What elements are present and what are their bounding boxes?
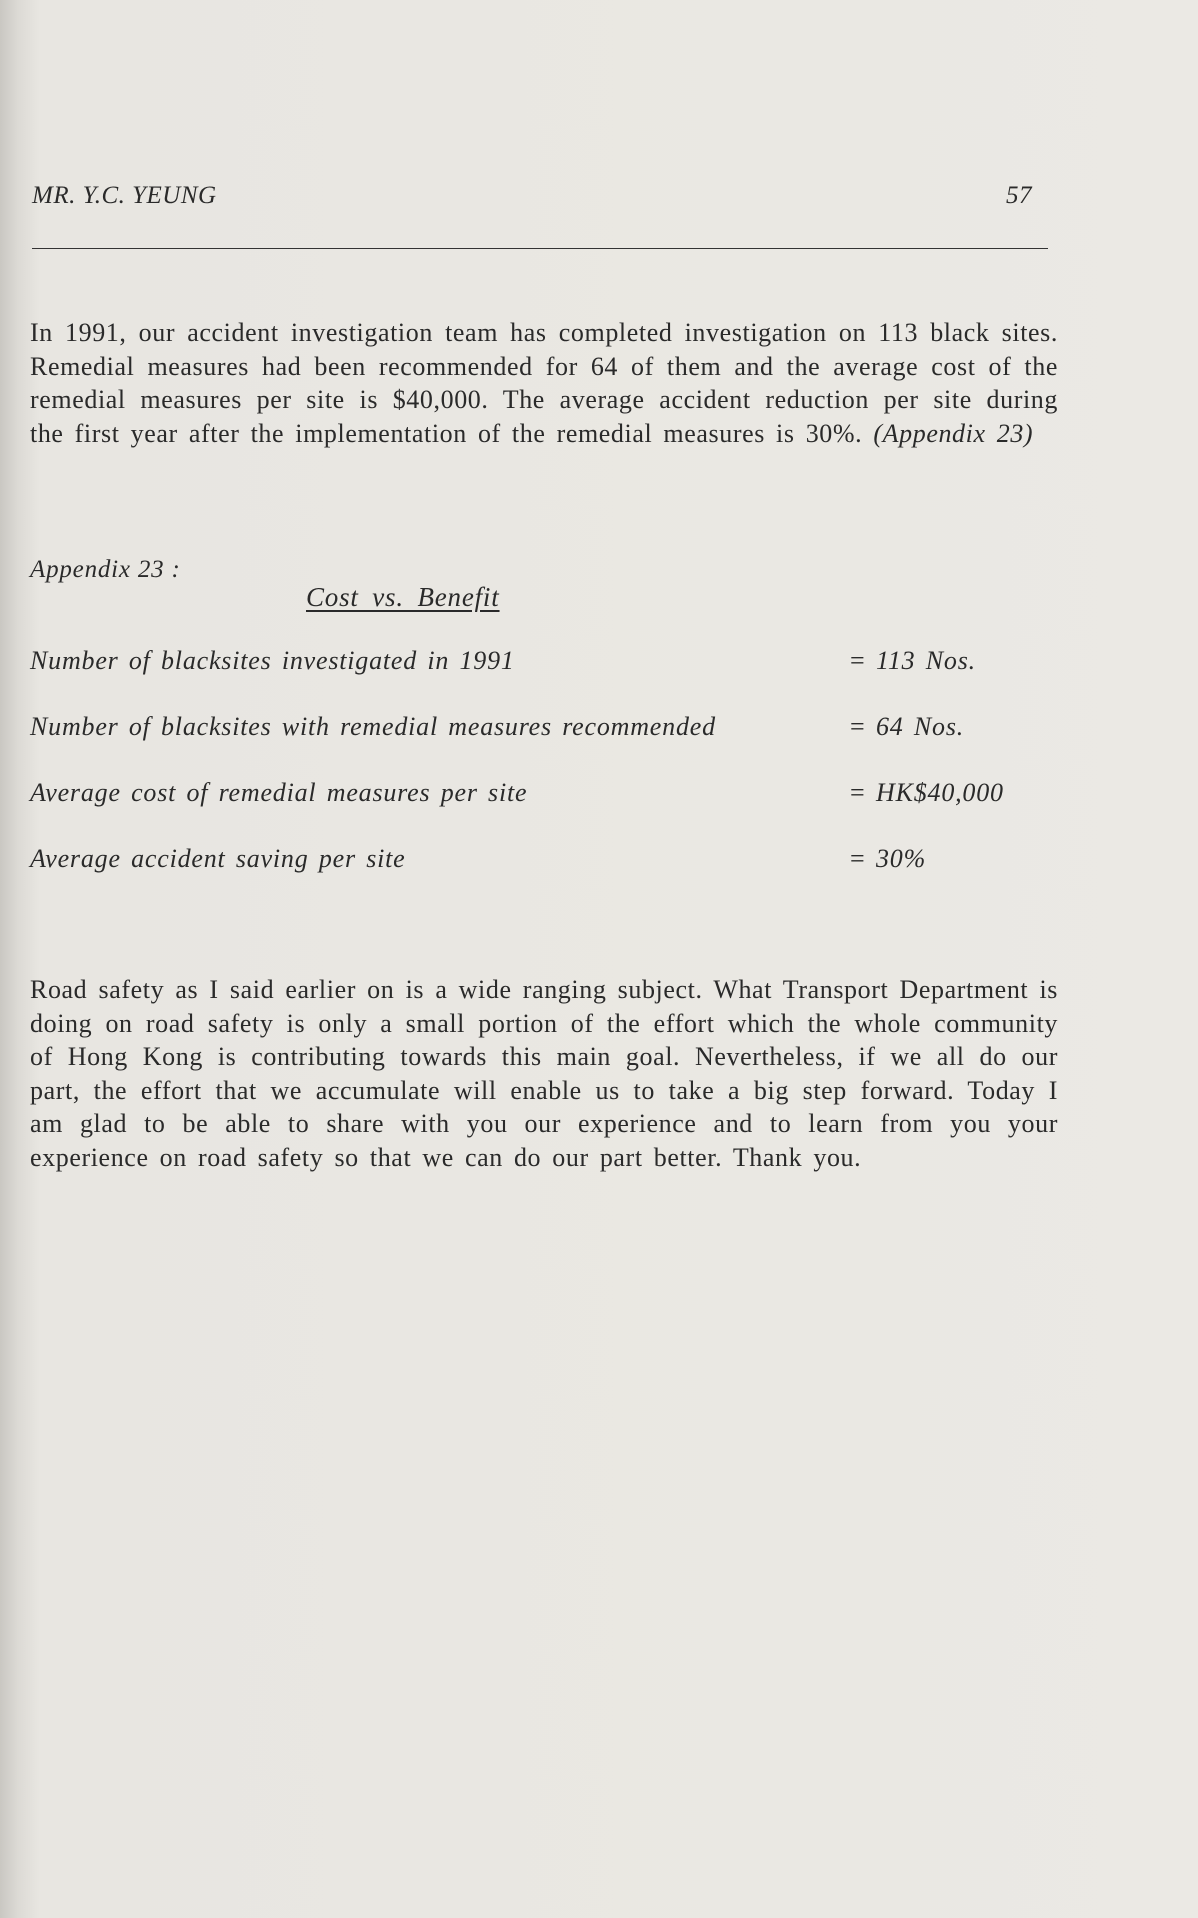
table-row (30, 712, 1090, 748)
paragraph-investigation-text: In 1991, our accident investigation team has completed investigation on 113 black sites. Remedial measures had been recommended for 64 of them and the average cost of the remedial measures per site is $40,000. The average accident reduction per site during the first year after the implementation of the remedial measures is 30%. (30, 318, 1058, 448)
row-equals: = (850, 844, 866, 873)
table-row (30, 646, 1090, 682)
row-equals: = (850, 712, 866, 741)
page-number: 57 (1006, 182, 1032, 209)
row-label: Average cost of remedial measures per site (30, 778, 528, 807)
appendix-title: Cost vs. Benefit (306, 582, 500, 612)
row-value: 64 Nos. (876, 712, 965, 741)
row-label: Number of blacksites with remedial measures recommended (30, 712, 716, 741)
row-equals: = (850, 778, 866, 807)
row-value: 30% (876, 844, 927, 873)
row-label: Average accident saving per site (30, 844, 406, 873)
appendix-reference: (Appendix 23) (873, 418, 1034, 448)
row-value: HK$40,000 (876, 778, 1004, 807)
table-row (30, 844, 1090, 880)
row-label: Number of blacksites investigated in 1991 (30, 646, 515, 675)
row-value: 113 Nos. (876, 646, 976, 675)
row-equals: = (850, 646, 866, 675)
header-author: MR. Y.C. YEUNG (32, 182, 217, 209)
header-rule (32, 248, 1048, 249)
paragraph-investigation (30, 316, 1058, 450)
paragraph-conclusion: Road safety as I said earlier on is a wide ranging subject. What Transport Department is doing on road safety is only a small portion of the effort which the whole community of Hong Kong is contributing towards this main goal. Nevertheless, if we all do our part, the effort that we accumulate will enable us to take a big step forward. Today I am glad to be able to share with you our experience and to learn from you your experience on road safety so that we can do our part better. Thank you. (30, 975, 1058, 1172)
table-row (30, 778, 1090, 814)
running-header (32, 176, 1042, 216)
appendix-label: Appendix 23 : (30, 556, 181, 583)
